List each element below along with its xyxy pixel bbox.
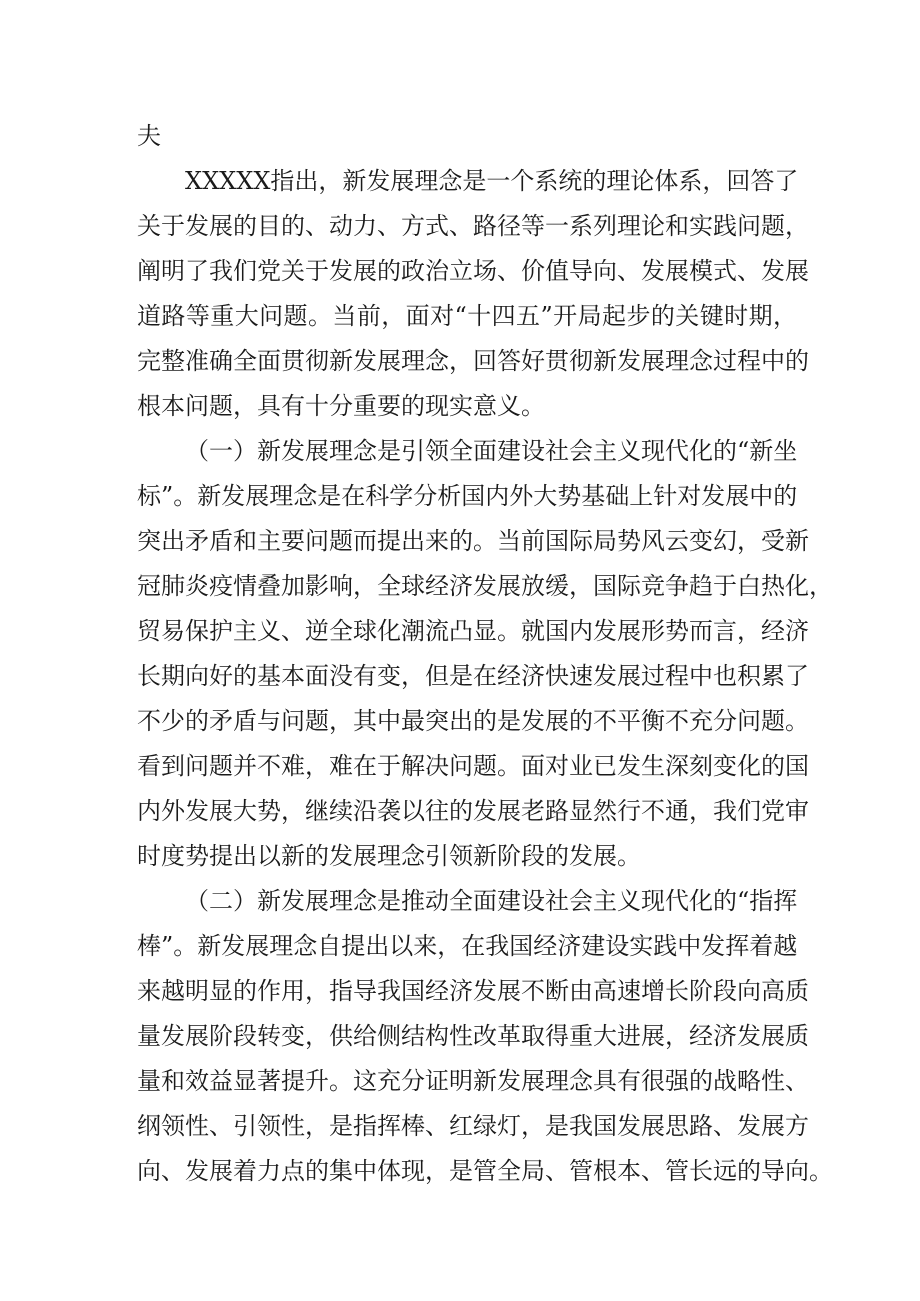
paragraph-fragment-line: 夫 [137,122,161,150]
paragraph-3-line-2: 棒”。新发展理念自提出以来，在我国经济建设实践中发挥着越 [137,932,798,960]
paragraph-3-line-1: （二）新发展理念是推动全面建设社会主义现代化的“指挥 [185,887,798,915]
paragraph-2-line-3: 突出矛盾和主要问题而提出来的。当前国际局势风云变幻，受新 [137,527,809,555]
paragraph-2-line-9: 内外发展大势，继续沿袭以往的发展老路显然行不通，我们党审 [137,797,809,825]
paragraph-1-line-2: 关于发展的目的、动力、方式、路径等一系列理论和实践问题， [137,212,809,240]
paragraph-3-line-5: 量和效益显著提升。这充分证明新发展理念具有很强的战略性、 [137,1067,809,1095]
paragraph-3-line-7: 向、发展着力点的集中体现，是管全局、管根本、管长远的导向。 [137,1157,833,1185]
paragraph-1-line-3: 阐明了我们党关于发展的政治立场、价值导向、发展模式、发展 [137,257,809,285]
paragraph-1-line-4: 道路等重大问题。当前，面对“十四五”开局起步的关键时期， [137,302,797,330]
paragraph-2-line-8: 看到问题并不难，难在于解决问题。面对业已发生深刻变化的国 [137,752,809,780]
paragraph-2-line-10: 时度势提出以新的发展理念引领新阶段的发展。 [137,842,641,870]
paragraph-2-line-6: 长期向好的基本面没有变，但是在经济快速发展过程中也积累了 [137,662,809,690]
paragraph-2-line-1: （一）新发展理念是引领全面建设社会主义现代化的“新坐 [185,437,798,465]
paragraph-2-line-7: 不少的矛盾与问题，其中最突出的是发展的不平衡不充分问题。 [137,707,809,735]
paragraph-3-line-3: 来越明显的作用，指导我国经济发展不断由高速增长阶段向高质 [137,977,809,1005]
paragraph-1-line-5: 完整准确全面贯彻新发展理念，回答好贯彻新发展理念过程中的 [137,347,809,375]
paragraph-3-line-6: 纲领性、引领性，是指挥棒、红绿灯，是我国发展思路、发展方 [137,1112,809,1140]
paragraph-1-line-1: XXXXX指出，新发展理念是一个系统的理论体系，回答了 [185,167,799,195]
paragraph-2-line-5: 贸易保护主义、逆全球化潮流凸显。就国内发展形势而言，经济 [137,617,809,645]
paragraph-2-line-2: 标”。新发展理念是在科学分析国内外大势基础上针对发展中的 [137,482,798,510]
paragraph-2-line-4: 冠肺炎疫情叠加影响，全球经济发展放缓，国际竞争趋于白热化， [137,572,833,600]
paragraph-3-line-4: 量发展阶段转变，供给侧结构性改革取得重大进展，经济发展质 [137,1022,809,1050]
paragraph-1-line-6: 根本问题，具有十分重要的现实意义。 [137,392,545,420]
